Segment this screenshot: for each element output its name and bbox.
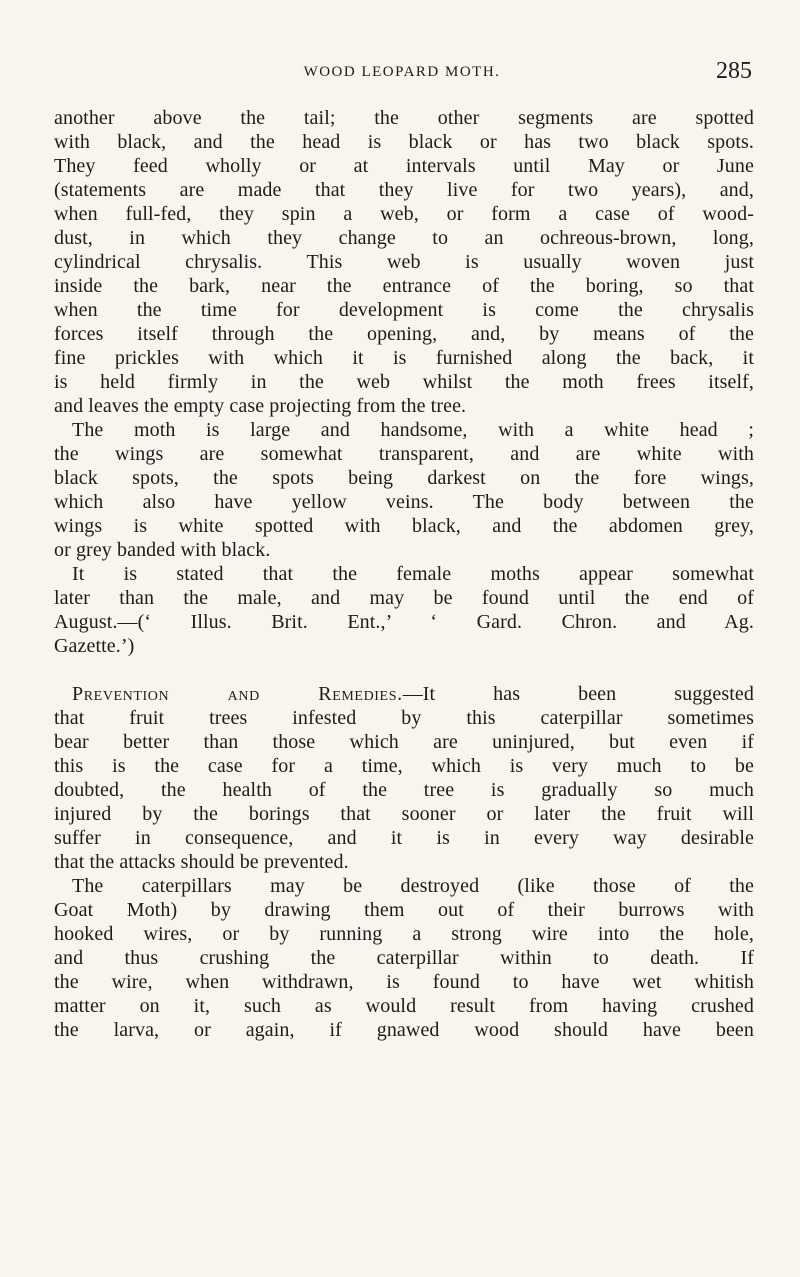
text-line: when the time for development is come the chrysalis [54, 299, 754, 321]
text-line: bear better than those which are uninjured, but even if [54, 731, 754, 753]
body-text [54, 106, 754, 1042]
text-line: and thus crushing the caterpillar within to death. If [54, 947, 754, 969]
text-line: Goat Moth) by drawing them out of their burrows with [54, 899, 754, 921]
text-line: or grey banded with black. [54, 539, 271, 561]
text-line: hooked wires, or by running a strong wire into the hole, [54, 923, 754, 945]
text-line: They feed wholly or at intervals until May or June [54, 155, 754, 177]
text-line: inside the bark, near the entrance of the boring, so that [54, 275, 754, 297]
text-line: later than the male, and may be found until the end of [54, 587, 754, 609]
text-line: dust, in which they change to an ochreous-brown, long, [54, 227, 754, 249]
text-line: cylindrical chrysalis. This web is usually woven just [54, 251, 754, 273]
running-head [52, 58, 752, 88]
paragraph-female-moths [54, 562, 754, 658]
text-line: The moth is large and handsome, with a white head ; [72, 419, 754, 441]
text-line: wings is white spotted with black, and the abdomen grey, [54, 515, 754, 537]
text-line [54, 682, 754, 706]
paragraph-larva-chrysalis [54, 106, 754, 418]
text-line: another above the tail; the other segments are spotted [54, 107, 754, 129]
text-line: the wings are somewhat transparent, and are white with [54, 443, 754, 465]
text-line: is held firmly in the web whilst the moth frees itself, [54, 371, 754, 393]
text-line: black spots, the spots being darkest on the fore wings, [54, 467, 754, 489]
text-line: It is stated that the female moths appear somewhat [72, 563, 754, 585]
text-line: The caterpillars may be destroyed (like those of the [72, 875, 754, 897]
text-line: with black, and the head is black or has two black spots. [54, 131, 754, 153]
text-line: suffer in consequence, and it is in every way desirable [54, 827, 754, 849]
text-line: this is the case for a time, which is very much to be [54, 755, 754, 777]
page-number: 285 [716, 58, 752, 84]
text-line: doubted, the health of the tree is gradually so much [54, 779, 754, 801]
paragraph-moth-description [54, 418, 754, 562]
text-line: and leaves the empty case projecting from the tree. [54, 395, 467, 417]
text-line: (statements are made that they live for two years), and, [54, 179, 754, 201]
text-line: that fruit trees infested by this caterpillar sometimes [54, 707, 754, 729]
text-line: Gazette.’) [54, 635, 135, 657]
text-line-rest: —It has been suggested [402, 683, 754, 705]
paragraph-destroying-caterpillars [54, 874, 754, 1042]
running-title: WOOD LEOPARD MOTH. [303, 64, 501, 80]
section-gap [54, 658, 754, 682]
section-prevention-remedies [54, 682, 754, 874]
text-line: fine prickles with which it is furnished along the back, it [54, 347, 754, 369]
text-line: forces itself through the opening, and, by means of the [54, 323, 754, 345]
text-line: the wire, when withdrawn, is found to have wet whitish [54, 971, 754, 993]
text-line: injured by the borings that sooner or later the fruit will [54, 803, 754, 825]
text-line: that the attacks should be prevented. [54, 851, 349, 873]
text-line: when full-fed, they spin a web, or form a case of wood- [54, 203, 754, 225]
text-line: August.—(‘ Illus. Brit. Ent.,’ ‘ Gard. Chron. and Ag. [54, 611, 754, 633]
text-line: which also have yellow veins. The body between the [54, 491, 754, 513]
section-heading: Prevention and Remedies. [72, 683, 403, 705]
text-line: the larva, or again, if gnawed wood should have been [54, 1019, 754, 1041]
text-line: matter on it, such as would result from having crushed [54, 995, 754, 1017]
